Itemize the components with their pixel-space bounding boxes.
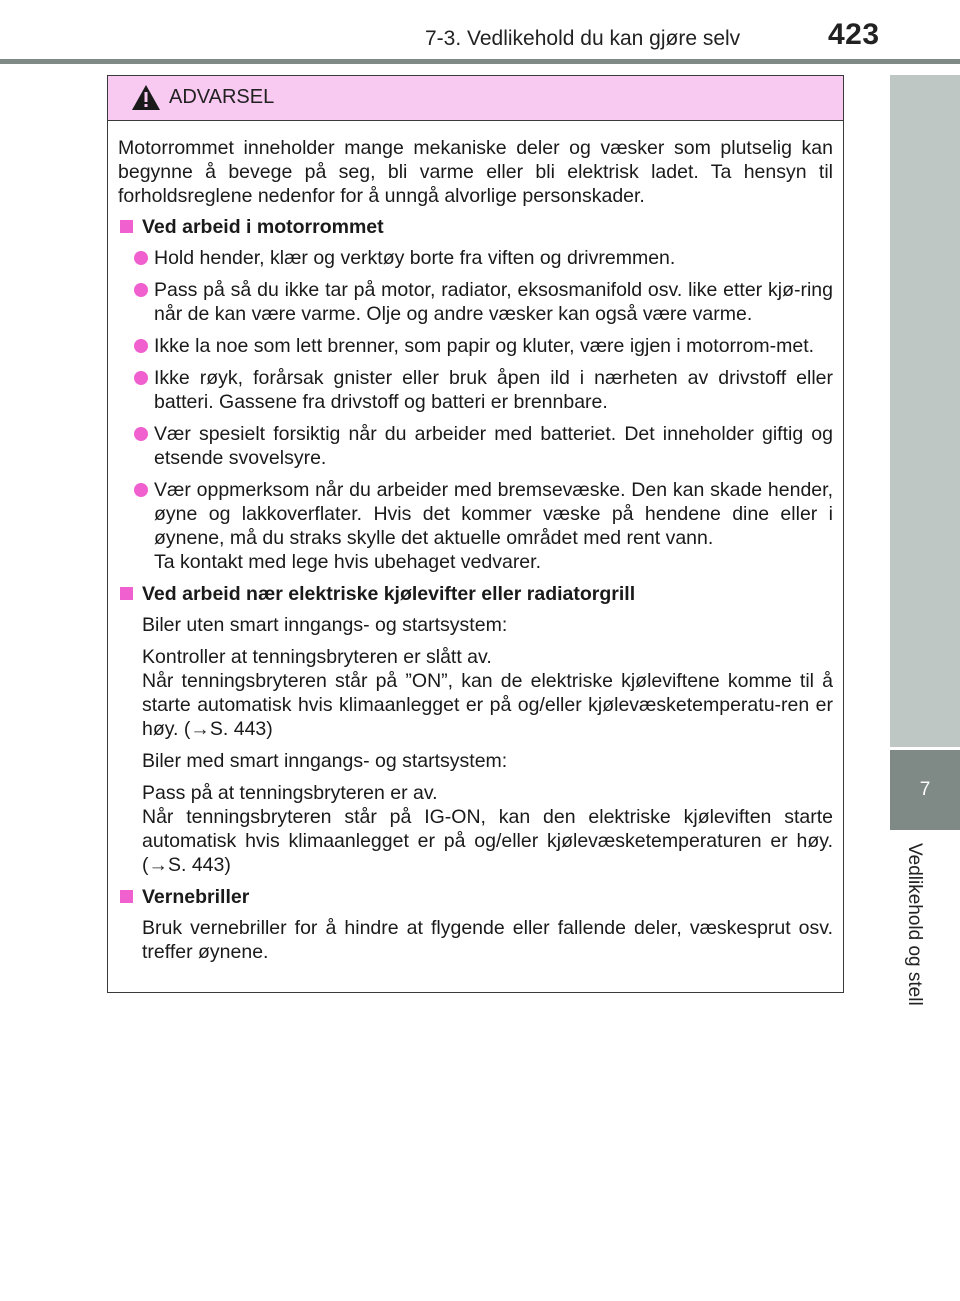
side-tab-background: [890, 75, 960, 747]
section-heading-text: Ved arbeid nær elektriske kjølevifter eller radiatorgrill: [142, 583, 636, 605]
warning-box: [107, 75, 844, 993]
warning-triangle-icon: [131, 84, 161, 111]
chapter-tab: [890, 750, 960, 830]
paragraph: [118, 645, 833, 741]
round-bullet-icon: [134, 371, 148, 385]
list-item: [118, 422, 833, 470]
list-item-text: Vær oppmerksom når du arbeider med bremsevæske. Den kan skade hender, øyne og lakkoverflater. Hvis det kommer væske på hendene dine eller i øynene, må du straks skylle det aktuelle området med rent vann.: [154, 479, 833, 549]
paragraph: Bruk vernebriller for å hindre at flygende eller fallende deler, væskesprut osv. treffer øynene.: [142, 917, 833, 963]
page-number: 423: [828, 18, 880, 51]
list-item-text: Pass på så du ikke tar på motor, radiator, eksosmanifold osv. like etter kjø-ring når de kan være varme. Olje og andre væsker kan også være varme.: [154, 279, 833, 325]
section-title: 7-3. Vedlikehold du kan gjøre selv: [425, 27, 741, 50]
list-item: [118, 334, 833, 358]
page-reference-link[interactable]: S. 443): [209, 718, 273, 740]
arrow-right-icon: →: [190, 718, 210, 740]
list-item: [118, 246, 833, 270]
section-heading-fans: [118, 582, 833, 606]
list-item-text: Ikke la noe som lett brenner, som papir og kluter, være igjen i motorrom-met.: [154, 335, 815, 357]
list-item-text: Ta kontakt med lege hvis ubehaget vedvarer.: [154, 551, 541, 573]
round-bullet-icon: [134, 283, 148, 297]
paragraph-line: Kontroller at tenningsbryteren er slått av.: [142, 646, 492, 668]
paragraph: [118, 781, 833, 877]
warning-title: ADVARSEL: [169, 86, 275, 108]
square-bullet-icon: [120, 890, 133, 903]
paragraph-line: Pass på at tenningsbryteren er av.: [142, 782, 438, 804]
round-bullet-icon: [134, 483, 148, 497]
square-bullet-icon: [120, 587, 133, 600]
square-bullet-icon: [120, 220, 133, 233]
paragraph: Biler med smart inngangs- og startsystem:: [142, 750, 508, 772]
warning-intro: Motorrommet inneholder mange mekaniske deler og væsker som plutselig kan begynne å bevege på seg, bli varme eller bli elektrisk ladet. Ta hensyn til forholdsreglene nedenfor for å unngå alvorlige personskader.: [118, 137, 833, 207]
header-rule: [0, 59, 960, 64]
section-heading-text: Ved arbeid i motorrommet: [142, 216, 384, 238]
list-item: [118, 478, 833, 550]
round-bullet-icon: [134, 339, 148, 353]
list-item: [118, 366, 833, 414]
section-heading-text: Vernebriller: [142, 886, 250, 908]
list-item-text: Ikke røyk, forårsak gnister eller bruk åpen ild i nærheten av drivstoff eller batteri. Gassene fra drivstoff og batteri er brennbare.: [154, 367, 833, 413]
paragraph: Biler uten smart inngangs- og startsystem:: [142, 614, 508, 636]
round-bullet-icon: [134, 251, 148, 265]
list-item-text: Vær spesielt forsiktig når du arbeider med batteriet. Det inneholder giftig og etsende svovelsyre.: [154, 423, 833, 469]
section-heading-engine: [118, 215, 833, 239]
page-reference-link[interactable]: S. 443): [168, 854, 231, 876]
arrow-right-icon: →: [148, 854, 168, 876]
round-bullet-icon: [134, 427, 148, 441]
paragraph-text: Når tenningsbryteren står på ”ON”, kan de elektriske kjøleviftene komme til å starte automatisk hvis klimaanlegget er på og/eller kjølevæsketemperatu-ren er høy. (: [142, 670, 833, 740]
chapter-label: Vedlikehold og stell: [904, 843, 925, 1006]
warning-body: [108, 121, 843, 964]
list-item-text: Hold hender, klær og verktøy borte fra viften og drivremmen.: [154, 247, 676, 269]
list-item: [118, 278, 833, 326]
section-heading-goggles: [118, 885, 833, 909]
warning-header: [108, 76, 843, 121]
list-item-continuation: [118, 550, 833, 574]
paragraph-text: Når tenningsbryteren står på IG-ON, kan den elektriske kjøleviften starte automatisk hvis klimaanlegget er på og/eller kjølevæsketemperaturen er høy. (: [142, 806, 833, 876]
chapter-number: 7: [919, 779, 931, 800]
